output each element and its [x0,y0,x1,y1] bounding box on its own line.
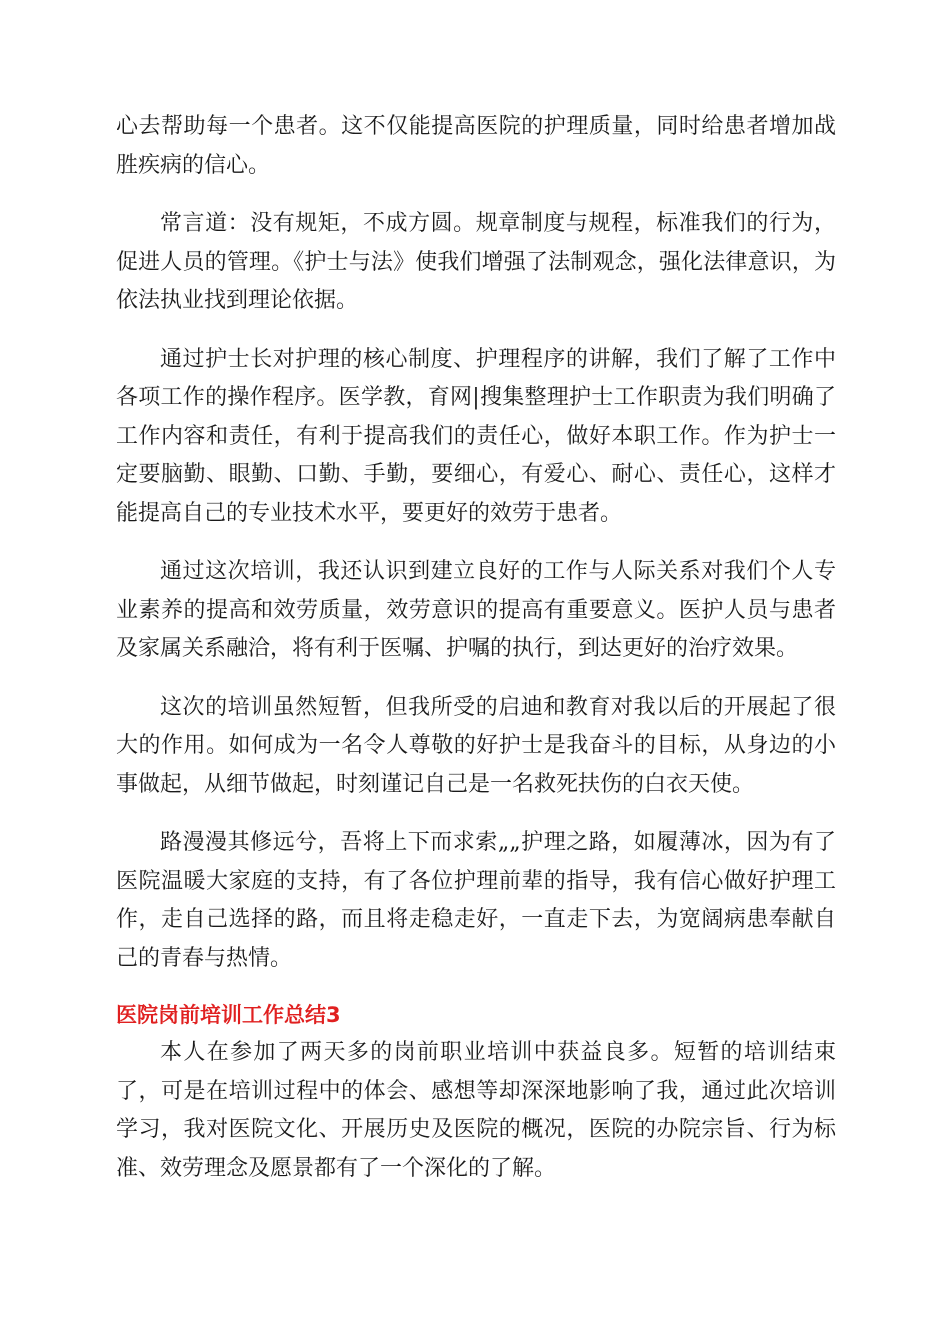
paragraph-7: 本人在参加了两天多的岗前职业培训中获益良多。短暂的培训结束了，可是在培训过程中的体会、感想等却深深地影响了我，通过此次培训学习，我对医院文化、开展历史及医院的概况，医院的办院宗旨、行为标准、效劳理念及愿景都有了一个深化的了解。 [116,1040,836,1181]
paragraph-5: 这次的培训虽然短暂，但我所受的启迪和教育对我以后的开展起了很大的作用。如何成为一名令人尊敬的好护士是我奋斗的目标，从身边的小事做起，从细节做起，时刻谨记自己是一名救死扶伤的白衣天使。 [116,694,836,797]
paragraph-1: 心去帮助每一个患者。这不仅能提高医院的护理质量，同时给患者增加战胜疾病的信心。 [116,114,836,178]
document-body [116,108,836,1208]
paragraph-6: 路漫漫其修远兮，吾将上下而求索„„护理之路，如履薄冰，因为有了医院温暖大家庭的支持，有了各位护理前辈的指导，我有信心做好护理工作，走自己选择的路，而且将走稳走好，一直走下去，为宽阔病患奉献自己的青春与热情。 [116,830,836,971]
section-heading: 医院岗前培训工作总结3 [116,1003,341,1027]
paragraph-4: 通过这次培训，我还认识到建立良好的工作与人际关系对我们个人专业素养的提高和效劳质量，效劳意识的提高有重要意义。医护人员与患者及家属关系融洽，将有利于医嘱、护嘱的执行，到达更好的治疗效果。 [116,559,836,661]
paragraph-3: 通过护士长对护理的核心制度、护理程序的讲解，我们了解了工作中各项工作的操作程序。医学教，育网|搜集整理护士工作职责为我们明确了工作内容和责任，有利于提高我们的责任心，做好本职工作。作为护士一定要脑勤、眼勤、口勤、手勤，要细心，有爱心、耐心、责任心，这样才能提高自己的专业技术水平，要更好的效劳于患者。 [116,346,836,526]
paragraph-2: 常言道：没有规矩，不成方圆。规章制度与规程，标准我们的行为，促进人员的管理。《护士与法》使我们增强了法制观念，强化法律意识，为依法执业找到理论依据。 [116,211,836,313]
